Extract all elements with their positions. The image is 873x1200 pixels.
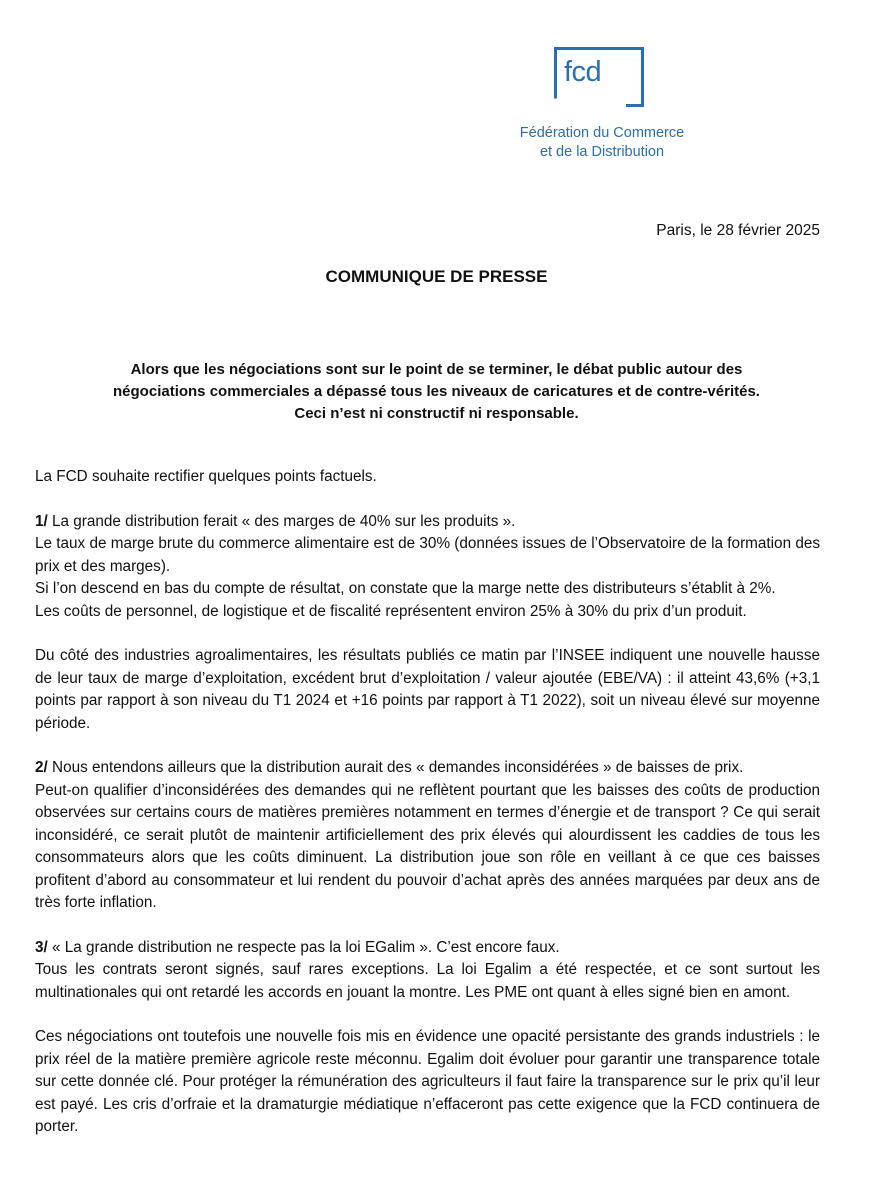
point-3-paragraph: [35, 937, 820, 1005]
logo-frame: [554, 47, 644, 107]
lead-line2: négociations commerciales a dépassé tous les niveaux de caricatures et de contre-vérités.: [113, 383, 760, 400]
lead-line3: Ceci n’est ni constructif ni responsable.: [294, 405, 579, 422]
conclusion-paragraph: Ces négociations ont toutefois une nouvelle fois mis en évidence une opacité persistante des grands industriels : le prix réel de la matière première agricole reste méconnu. Egalim doit évoluer pour garantir une transparence totale sur cette donnée clé. Pour protéger la rémunération des agriculteurs il faut faire la transparence sur le prix qu’il leur est payé. Les cris d’orfraie et la dramaturgie médiatique n’effaceront pas cette exigence que la FCD continuera de porter.: [35, 1028, 820, 1135]
point-2-heading: [35, 759, 743, 776]
org-name-line2: et de la Distribution: [539, 144, 665, 160]
point-1-line2: Le taux de marge brute du commerce alimentaire est de 30% (données issues de l’Observatoire de la formation des prix et des marges).: [35, 535, 820, 575]
point-1-line3: Si l’on descend en bas du compte de résultat, on constate que la marge nette des distributeurs s’établit à 2%.: [35, 580, 776, 597]
point-1-heading: [35, 513, 515, 530]
logo-text: fcd: [564, 56, 602, 88]
point-3-heading: [35, 939, 560, 956]
page-title: COMMUNIQUE DE PRESSE: [325, 267, 548, 286]
point-2-claim: Nous entendons ailleurs que la distribution aurait des « demandes inconsidérées » de baisses de prix.: [47, 759, 744, 776]
point-1-claim: La grande distribution ferait « des marges de 40% sur les produits ».: [47, 512, 516, 530]
lead-paragraph: [60, 359, 813, 425]
point-2-text: Peut-on qualifier d’inconsidérées des demandes qui ne reflètent pourtant que les baisses des coûts de production observées sur certains cours de matières premières notamment en termes d’énergie et de transport ? Ce qui serait inconsidéré, ce serait plutôt de maintenir artificiellement des prix élevés qui alourdissent les caddies de tous les consommateurs alors que les coûts diminuent. La distribution joue son rôle en veillant à ce que ces baisses profitent d’abord au consommateur et lui rendent du pouvoir d’achat après des années marquées par deux ans de très forte inflation.: [35, 781, 820, 911]
point-3-text: Tous les contrats seront signés, sauf rares exceptions. La loi Egalim a été respectée, et ce sont surtout les multinationales qui ont retardé les accords en jouant la montre. Les PME ont quant à elles signé bien en amont.: [35, 961, 820, 1001]
org-name: [497, 124, 707, 162]
org-name-line1: Fédération du Commerce: [519, 125, 685, 141]
date-line: Paris, le 28 février 2025: [656, 222, 820, 239]
point-3-number: 3/: [35, 938, 48, 956]
point-1-line4: Les coûts de personnel, de logistique et de fiscalité représentent environ 25% à 30% du prix d’un produit.: [35, 602, 747, 620]
lead-line1: Alors que les négociations sont sur le point de se terminer, le débat public autour des: [130, 361, 743, 378]
intro-paragraph: La FCD souhaite rectifier quelques points factuels.: [35, 468, 377, 485]
point-3-claim: « La grande distribution ne respecte pas la loi EGalim ». C’est encore faux.: [47, 938, 560, 956]
point-1-paragraph: [35, 511, 820, 624]
point-1-number: 1/: [35, 512, 48, 530]
point-2-number: 2/: [35, 759, 48, 776]
body-text: [35, 466, 820, 1139]
point-2-paragraph: [35, 757, 820, 915]
industry-paragraph: Du côté des industries agroalimentaires, les résultats publiés ce matin par l’INSEE indiquent une nouvelle hausse de leur taux de marge d’exploitation, excédent brut d’exploitation / valeur ajoutée (EBE/VA) : il atteint 43,6% (+3,1 points par rapport à son niveau du T1 2024 et +16 points par rapport à T1 2022), soit un niveau élevé sur moyenne période.: [35, 647, 820, 732]
